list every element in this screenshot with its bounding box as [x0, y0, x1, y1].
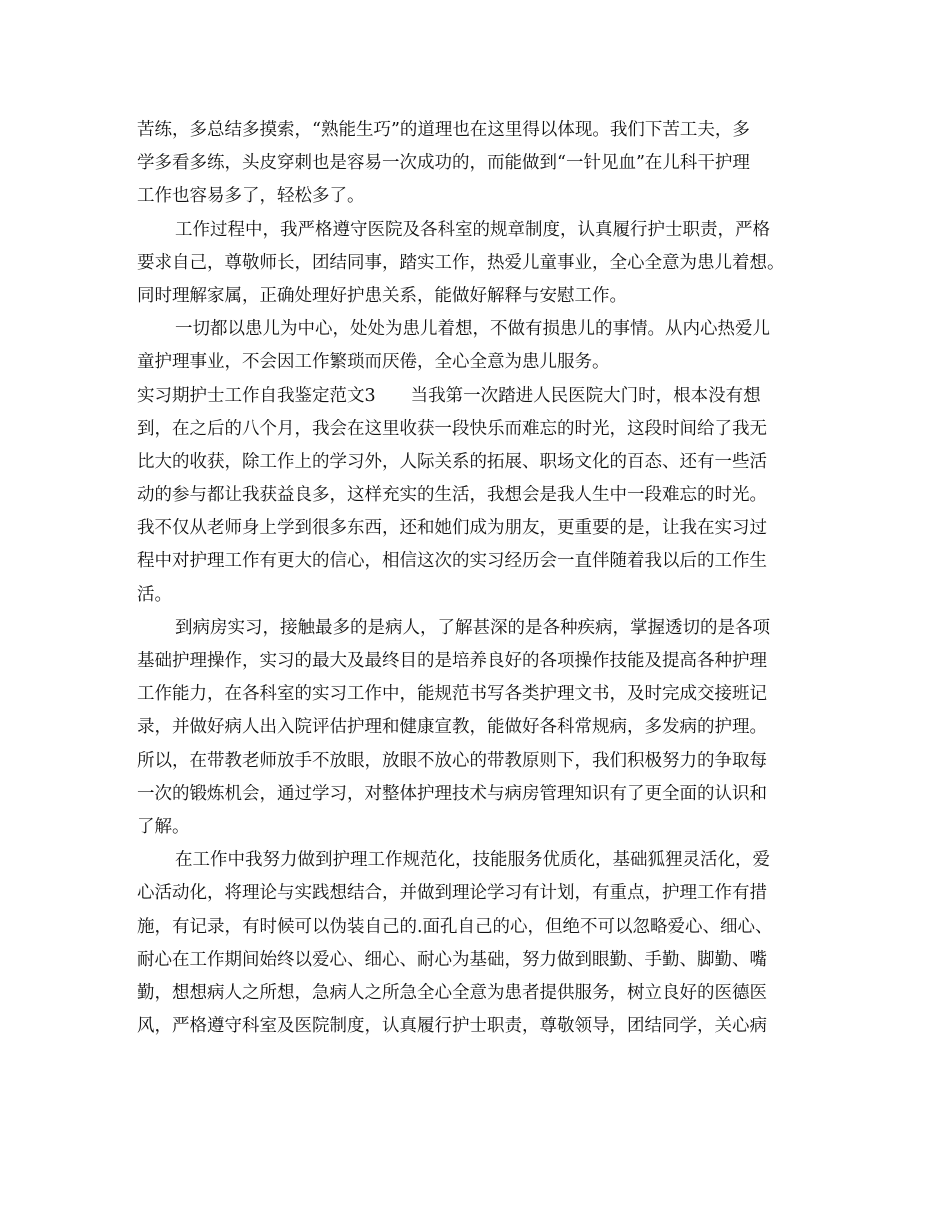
- text-line: 了解。: [137, 816, 190, 837]
- text-line: 苦练，多总结多摸索，“熟能生巧”的道理也在这里得以体现。我们下苦工夫，多: [137, 120, 750, 140]
- text-line: 到，在之后的八个月，我会在这里收获一段快乐而难忘的时光，这段时间给了我无: [137, 418, 767, 439]
- document-body: [137, 114, 817, 1043]
- text-line: 施，有记录，有时候可以伪装自己的.面孔自己的心，但绝不可以忽略爱心、细心、: [137, 916, 773, 937]
- text-line: 实习期护士工作自我鉴定范文3 当我第一次踏进人民医院大门时，根本没有想: [137, 385, 761, 406]
- text-line: 工作也容易多了，轻松多了。: [137, 186, 365, 207]
- text-line: 基础护理操作，实习的最大及最终目的是培养良好的各项操作技能及提高各种护理: [137, 651, 767, 671]
- text-line: 要求自己，尊敬师长，团结同事，踏实工作，热爱儿童事业，全心全意为患儿着想。: [137, 252, 785, 273]
- text-line: 动的参与都让我获益良多，这样充实的生活，我想会是我人生中一段难忘的时光。: [137, 485, 767, 506]
- text-line: 耐心在工作期间始终以爱心、细心、耐心为基础，努力做到眼勤、手勤、脚勤、嘴: [137, 949, 767, 970]
- text-line: 工作过程中，我严格遵守医院及各科室的规章制度，认真履行护士职责，严格: [175, 219, 770, 240]
- text-line: 比大的收获，除工作上的学习外，人际关系的拓展、职场文化的百态、还有一些活: [137, 451, 767, 472]
- text-line: 童护理事业，不会因工作繁琐而厌倦，全心全意为患儿服务。: [137, 352, 610, 373]
- text-line: 学多看多练，头皮穿刺也是容易一次成功的，而能做到“一针见血”在儿科干护理: [137, 153, 750, 174]
- text-line: 勤，想想病人之所想，急病人之所急全心全意为患者提供服务，树立良好的医德医: [137, 982, 767, 1003]
- text-line: 一次的锻炼机会，通过学习，对整体护理技术与病房管理知识有了更全面的认识和: [137, 783, 767, 804]
- text-line: 到病房实习，接触最多的是病人，了解甚深的是各种疾病，掌握透切的是各项: [175, 617, 770, 638]
- text-line: 所以，在带教老师放手不放眼，放眼不放心的带教原则下，我们积极努力的争取每: [137, 750, 767, 771]
- text-line: 活。: [137, 584, 172, 605]
- text-line: 工作能力，在各科室的实习工作中，能规范书写各类护理文书，及时完成交接班记: [137, 684, 767, 705]
- text-line: 程中对护理工作有更大的信心，相信这次的实习经历会一直伴随着我以后的工作生: [137, 551, 767, 572]
- text-line: 一切都以患儿为中心，处处为患儿着想，不做有损患儿的事情。从内心热爱儿: [175, 319, 770, 340]
- text-line: 录，并做好病人出入院评估护理和健康宣教，能做好各科常规病，多发病的护理。: [137, 717, 767, 738]
- text-line: 风，严格遵守科室及医院制度，认真履行护士职责，尊敬领导，团结同学，关心病: [137, 1016, 767, 1037]
- text-line: 心活动化，将理论与实践想结合，并做到理论学习有计划，有重点，护理工作有措: [137, 883, 767, 904]
- text-line: 在工作中我努力做到护理工作规范化，技能服务优质化，基础狐狸灵活化，爱: [175, 850, 770, 871]
- text-line: 我不仅从老师身上学到很多东西，还和她们成为朋友，更重要的是，让我在实习过: [137, 518, 767, 539]
- text-line: 同时理解家属，正确处理好护患关系，能做好解释与安慰工作。: [137, 285, 627, 306]
